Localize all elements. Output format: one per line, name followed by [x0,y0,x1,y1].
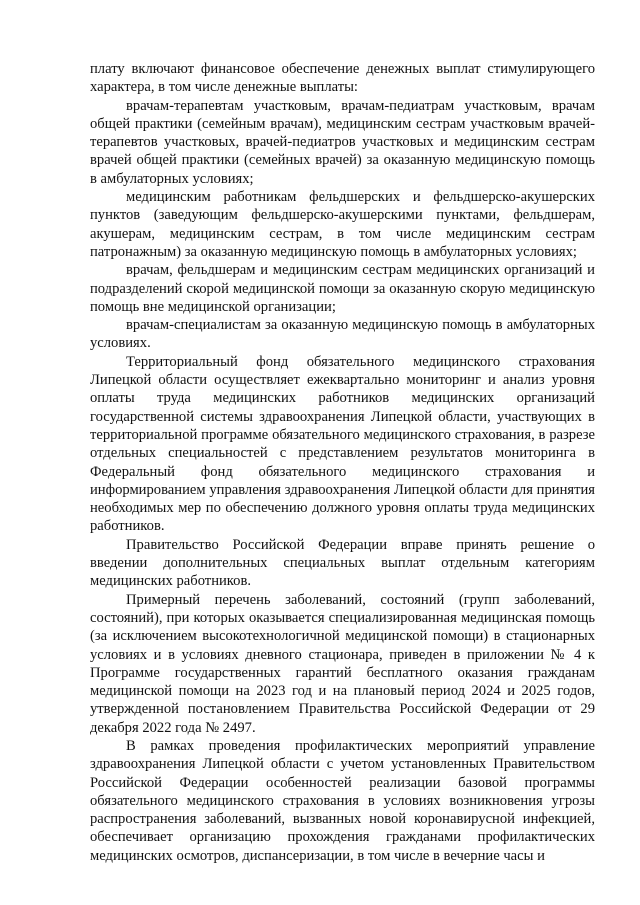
paragraph-specialists: врачам-специалистам за оказанную медицинскую помощь в амбулаторных условиях. [90,317,595,352]
paragraph-payment-components: плату включают финансовое обеспечение денежных выплат стимулирующего характера, в том числе денежные выплаты: [90,61,595,96]
paragraph-district-doctors: врачам-терапевтам участковым, врачам-педиатрам участковым, врачам общей практики (семейным врачам), медицинским сестрам участковым врачей-терапевтов участковых, врачей-педиатров участковых и медицинским сестрам врачей общей практики (семейных врачей) за оказанную медицинскую помощь в амбулаторных условиях; [90,97,595,187]
paragraph-disease-list: Примерный перечень заболеваний, состояний (групп заболеваний, состояний), при которых оказывается специализированная медицинская помощь (за исключением высокотехнологичной медицинской помощи) в стационарных условиях и в условиях дневного стационара, приведен в приложении № 4 к Программе государственных гарантий бесплатного оказания гражданам медицинской помощи на 2023 год и на плановый период 2024 и 2025 годов, утвержденной постановлением Правительства Российской Федерации от 29 декабря 2022 года № 2497. [90,591,595,736]
paragraph-emergency-care: врачам, фельдшерам и медицинским сестрам медицинских организаций и подразделений скорой медицинской помощи за оказанную скорую медицинскую помощь вне медицинской организации; [90,262,595,315]
paragraph-territorial-fund: Территориальный фонд обязательного медицинского страхования Липецкой области осуществляет ежеквартально мониторинг и анализ уровня оплаты труда медицинских работников медицинских организаций государственной системы здравоохранения Липецкой области, участвующих в территориальной программе обязательного медицинского страхования, в разрезе отдельных специальностей с представлением результатов мониторинга в Федеральный фонд обязательного медицинского страхования и информированием управления здравоохранения Липецкой области для принятия необходимых мер по обеспечению должного уровня оплаты труда медицинских работников. [90,353,595,535]
paragraph-government-decision: Правительство Российской Федерации вправе принять решение о введении дополнительных специальных выплат отдельным категориям медицинских работников. [90,536,595,590]
paragraph-preventive-measures: В рамках проведения профилактических мероприятий управление здравоохранения Липецкой области с учетом установленных Правительством Российской Федерации особенностей реализации базовой программы обязательного медицинского страхования в условиях возникновения угрозы распространения заболеваний, вызванных новой коронавирусной инфекцией, обеспечивает организацию прохождения гражданами профилактических медицинских осмотров, диспансеризации, в том числе в вечерние часы и [90,737,595,864]
document-page [90,60,595,865]
paragraph-feldsher-points: медицинским работникам фельдшерских и фельдшерско-акушерских пунктов (заведующим фельдшерско-акушерскими пунктами, фельдшерам, акушерам, медицинским сестрам, в том числе медицинским сестрам патронажным) за оказанную медицинскую помощь в амбулаторных условиях; [90,189,595,260]
